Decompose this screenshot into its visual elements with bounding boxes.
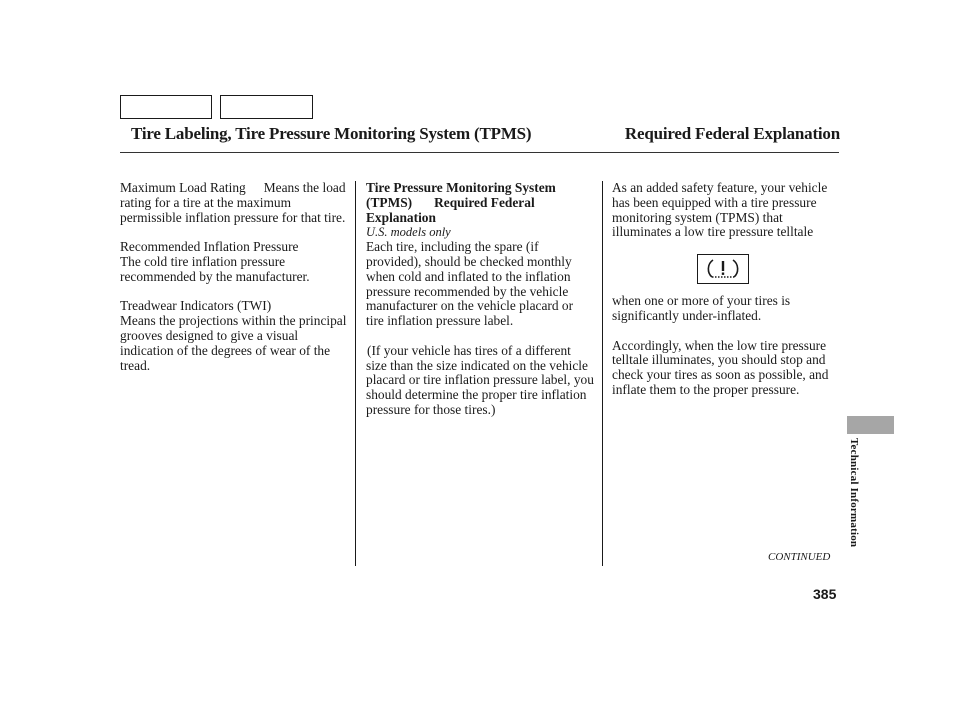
max-load-paragraph: [120, 181, 348, 225]
column-tpms-explanation: [366, 181, 594, 418]
warning-paragraph-2: when one or more of your tires is significantly under-inflated.: [612, 293, 791, 323]
tpms-paragraph-2: (If your vehicle has tires of a different size than the size indicated on the vehicle placard or tire inflation pressure label, you should determine the proper tire inflation pressure for those tires.): [366, 342, 594, 417]
low-tire-pressure-icon: [697, 254, 749, 284]
column-divider: [355, 181, 356, 566]
warning-paragraph-3: Accordingly, when the low tire pressure telltale illuminates, you should stop and check your tires as soon as possible, and inflate them to the proper pressure.: [612, 337, 829, 397]
heading-tpms: (TPMS): [366, 194, 413, 210]
title-rule: [120, 152, 839, 153]
nav-box-next[interactable]: [220, 95, 313, 119]
twi-def: Means the projections within the principal grooves designed to give a visual indication of the degrees of wear of the tread.: [120, 313, 347, 373]
twi-term: Treadwear Indicators (TWI): [120, 298, 272, 314]
column-definitions: [120, 181, 348, 373]
rec-def: The cold tire inflation pressure recommended by the manufacturer.: [120, 253, 310, 284]
title-left: Tire Labeling, Tire Pressure Monitoring System (TPMS): [131, 124, 532, 143]
column-tpms-warning: [612, 181, 840, 398]
page-number: 385: [813, 586, 837, 602]
max-load-def-rest: load rating for a tire at the maximum permissible inflation pressure for that tire.: [120, 180, 346, 225]
max-load-def-start: Means the: [263, 180, 320, 195]
continued-label: CONTINUED: [768, 551, 831, 563]
nav-box-previous[interactable]: [120, 95, 212, 119]
models-note: U.S. models only: [366, 225, 451, 240]
heading-required: Required Federal: [434, 194, 535, 210]
section-heading-line3: Explanation: [366, 209, 436, 225]
tpms-paragraph-1: Each tire, including the spare (if provided), should be checked monthly when cold and inflated to the inflation pressure recommended by the vehicle manufacturer on the vehicle placard or tire inflation pressure label.: [366, 239, 574, 329]
section-label: Technical Information: [848, 438, 860, 548]
warning-paragraph-1: As an added safety feature, your vehicle has been equipped with a tire pressure monitoring system (TPMS) that illuminates a low tire pressure telltale: [612, 180, 828, 240]
rec-term: Recommended Inflation Pressure: [120, 239, 299, 255]
page-title: [131, 124, 840, 144]
section-tab: [847, 416, 894, 434]
title-right: Required Federal Explanation: [624, 124, 840, 143]
column-divider: [602, 181, 603, 566]
section-heading-line2: [366, 196, 594, 211]
low-tire-pressure-icon: [706, 257, 740, 281]
max-load-term: Maximum Load Rating: [120, 180, 246, 195]
section-heading-line1: Tire Pressure Monitoring System: [366, 180, 556, 195]
